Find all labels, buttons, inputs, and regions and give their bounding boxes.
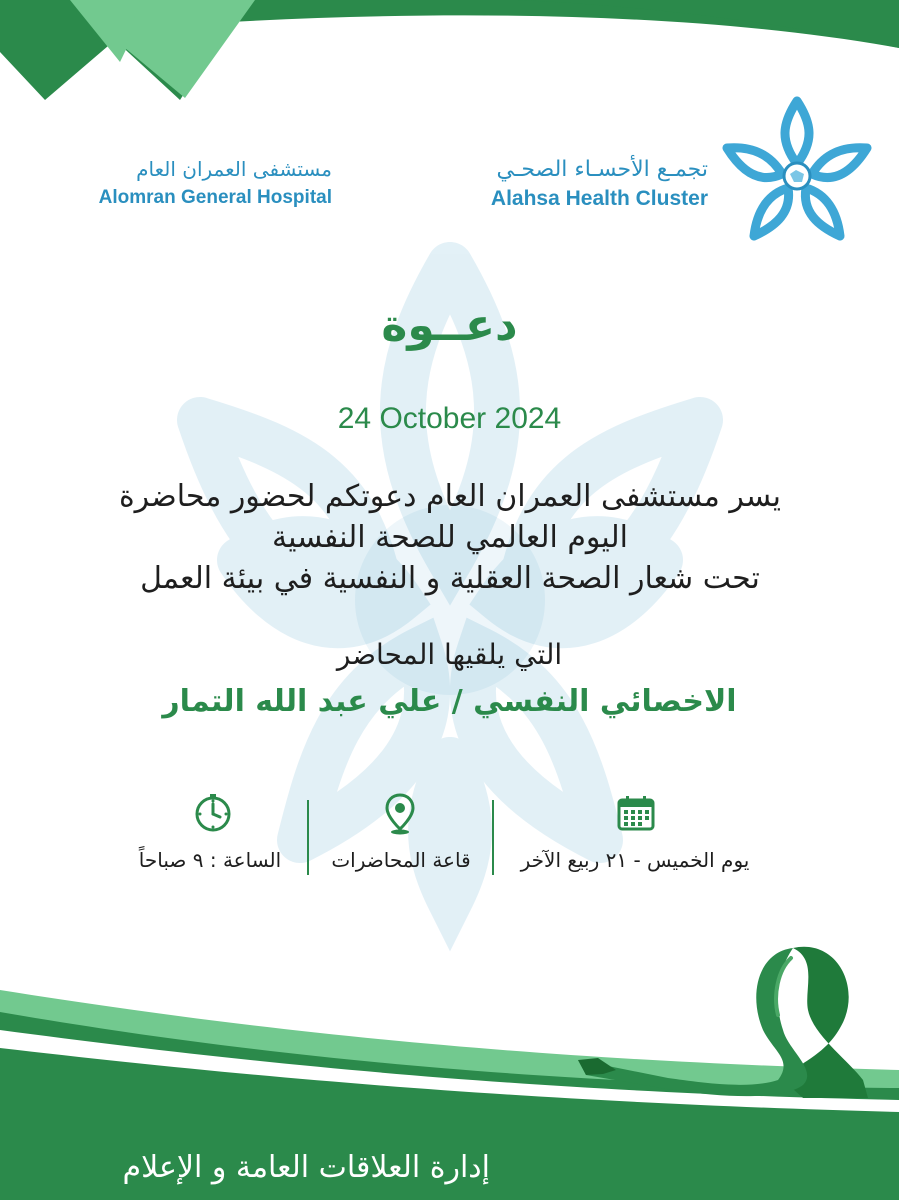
department-footer: إدارة العلاقات العامة و الإعلام: [122, 1150, 490, 1185]
speaker-intro: التي يلقيها المحاضر: [336, 638, 563, 671]
clock-icon: [193, 793, 233, 833]
cluster-logo-icon: [722, 96, 872, 242]
hospital-name-arabic: مستشفى العمران العام: [136, 157, 332, 181]
event-location: قاعة المحاضرات: [331, 848, 471, 872]
divider-left: [307, 800, 309, 875]
event-day: يوم الخميس - ٢١ ربيع الآخر: [520, 848, 750, 872]
invitation-line-2: اليوم العالمي للصحة النفسية: [272, 520, 628, 555]
divider-right: [492, 800, 494, 875]
hospital-name-english: Alomran General Hospital: [98, 187, 332, 208]
awareness-ribbon-icon: [578, 940, 868, 1100]
event-date: 24 October 2024: [337, 402, 562, 435]
calendar-icon: [617, 795, 655, 831]
speaker-name: الاخصائي النفسي / علي عبد الله التمار: [162, 684, 737, 719]
cluster-name-arabic: تجمـع الأحسـاء الصحـي: [496, 157, 708, 182]
invitation-line-1: يسر مستشفى العمران العام دعوتكم لحضور محاضرة: [118, 479, 782, 514]
invitation-line-3: تحت شعار الصحة العقلية و النفسية في بيئة العمل: [140, 561, 760, 596]
invitation-title: دعــوة: [381, 300, 518, 351]
location-pin-icon: [385, 793, 415, 835]
cluster-name-english: Alahsa Health Cluster: [490, 187, 708, 210]
event-time: الساعة : ٩ صباحاً: [138, 848, 282, 872]
